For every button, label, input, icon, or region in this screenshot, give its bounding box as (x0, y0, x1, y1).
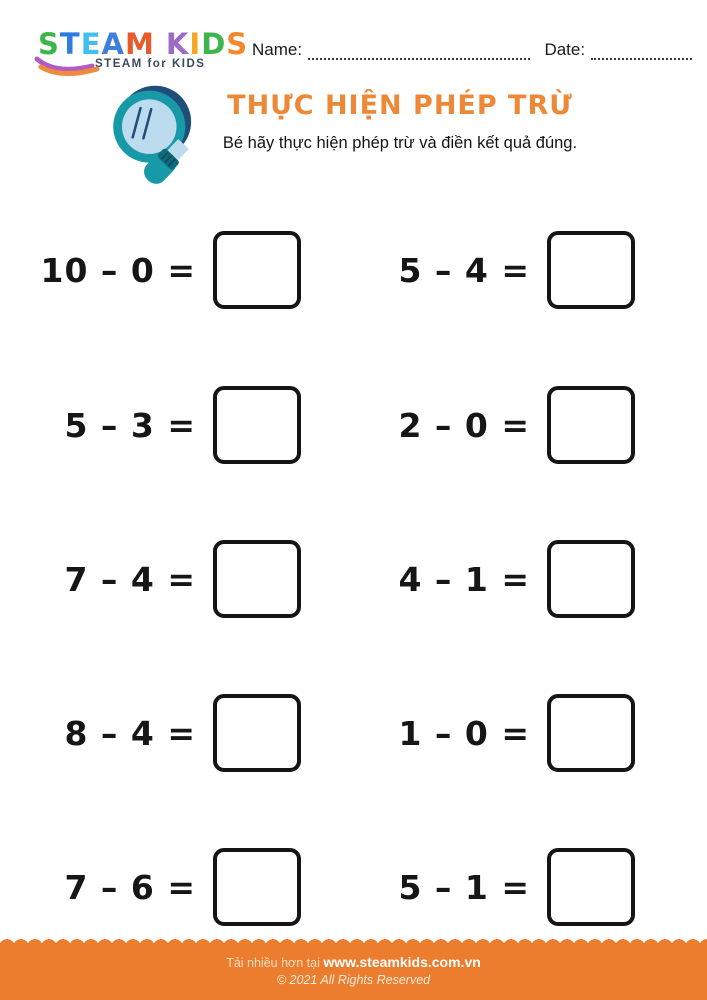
problem-row (0, 385, 707, 465)
heading-block (180, 90, 620, 153)
name-label: Name: (252, 40, 303, 59)
answer-box[interactable] (547, 231, 635, 309)
logo-letter (155, 27, 166, 61)
date-input-line[interactable] (591, 42, 692, 60)
logo-letter: E (80, 27, 102, 61)
expression: 7 – 4 = (64, 559, 196, 599)
date-label: Date: (544, 40, 586, 59)
answer-box[interactable] (547, 386, 635, 464)
answer-box[interactable] (213, 694, 301, 772)
logo-letter: S (226, 27, 249, 61)
problem-row (0, 230, 707, 310)
problem-row (0, 693, 707, 773)
logo-swoosh-icon (34, 56, 106, 80)
logo-letter: M (124, 27, 155, 61)
footer (0, 947, 707, 1000)
logo-letter: S (38, 27, 60, 61)
expression: 5 – 1 = (398, 867, 530, 907)
expression: 1 – 0 = (398, 713, 530, 753)
page-title: THỰC HIỆN PHÉP TRỪ (227, 90, 573, 121)
logo-letter: I (189, 27, 202, 61)
answer-box[interactable] (213, 848, 301, 926)
logo-tagline: STEAM for KIDS (95, 58, 206, 70)
logo-letter: K (165, 27, 190, 61)
name-input-line[interactable] (308, 42, 530, 60)
footer-download-line (0, 947, 707, 970)
answer-box[interactable] (547, 848, 635, 926)
footer-copyright: © 2021 All Rights Reserved (276, 973, 431, 987)
footer-scallop-edge (0, 938, 707, 947)
answer-box[interactable] (213, 386, 301, 464)
answer-box[interactable] (213, 231, 301, 309)
steam-kids-logo (38, 27, 249, 70)
name-date-row (252, 40, 692, 60)
page-subtitle: Bé hãy thực hiện phép trừ và điền kết quả đúng. (222, 134, 578, 152)
expression: 7 – 6 = (64, 867, 196, 907)
answer-box[interactable] (547, 694, 635, 772)
expression: 4 – 1 = (398, 559, 530, 599)
answer-box[interactable] (547, 540, 635, 618)
expression: 5 – 4 = (398, 250, 530, 290)
problem-row (0, 539, 707, 619)
answer-box[interactable] (213, 540, 301, 618)
logo-letter: A (101, 27, 125, 61)
expression: 2 – 0 = (398, 405, 530, 445)
footer-prefix-text: Tải nhiều hơn tại (226, 956, 320, 970)
expression: 10 – 0 = (40, 250, 196, 290)
footer-website-link[interactable]: www.steamkids.com.vn (323, 954, 481, 970)
problem-row (0, 847, 707, 927)
logo-letter: T (59, 27, 81, 61)
expression: 5 – 3 = (64, 405, 196, 445)
logo-letter: D (201, 27, 227, 61)
expression: 8 – 4 = (64, 713, 196, 753)
